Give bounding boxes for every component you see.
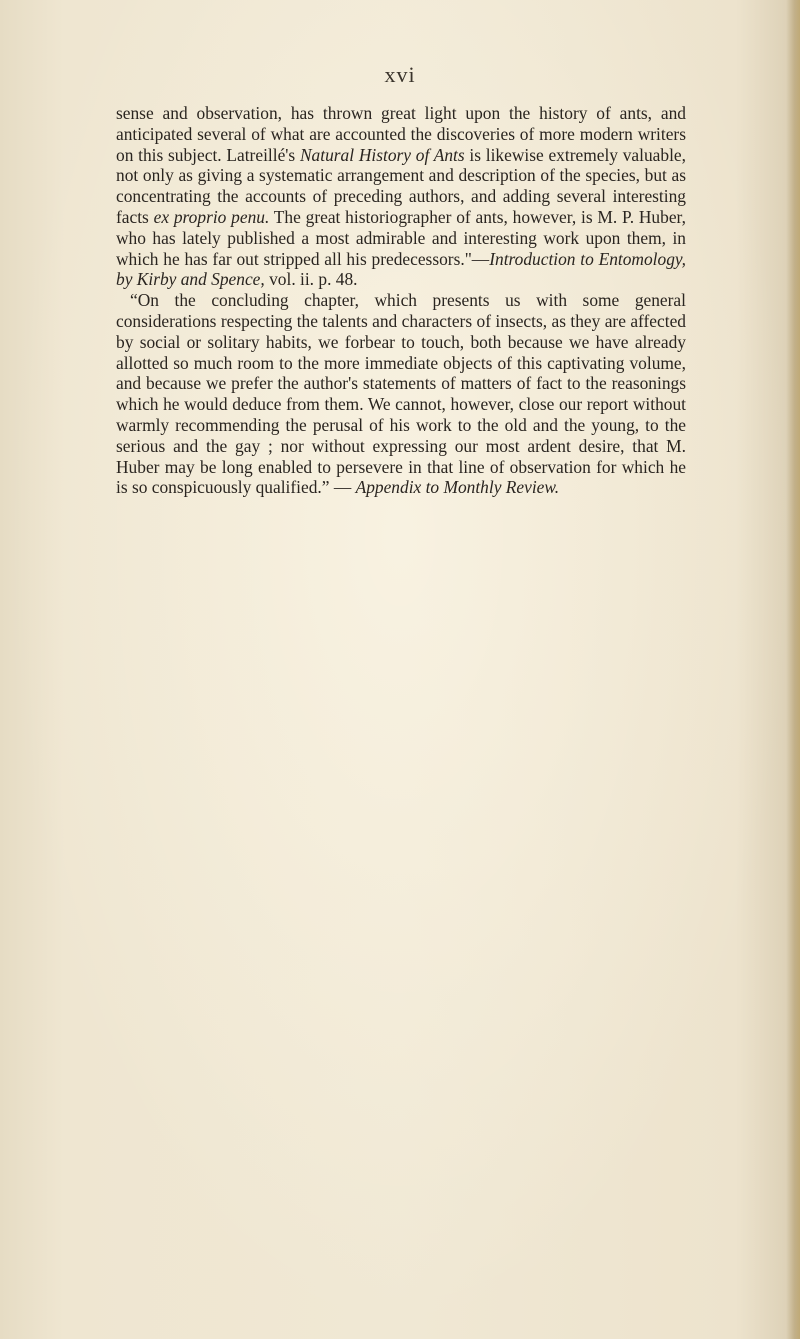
- page-number: xvi: [384, 62, 416, 87]
- citation-introduction-to-entomology: Introduction to Entomology, by Kirby and Spence,: [116, 248, 687, 290]
- citation-monthly-review: Appendix to Monthly Review.: [355, 477, 560, 498]
- paragraph2-text: “On the concluding chapter, which presents us with some general considerations respecting the talents and characters of insects, as they are affected by social or solitary habits, we forbear to touch, both because we have already allotted so much room to the more immediate objects of this captivating volume, and because we prefer the author's statements of matters of fact to the reasonings which he would deduce from them. We cannot, however, close our report without warmly recommending the perusal of his work to the old and the young, to the serious and the gay ; nor without expressing our most ardent desire, that M. Huber may be long enabled to persevere in that line of observation for which he is so conspicuously qualified.” —: [116, 290, 686, 498]
- body-text: [116, 103, 686, 498]
- title-natural-history-of-ants: Natural History of Ants: [299, 144, 465, 165]
- paragraph1-text-2: is likewise extremely valuable, not only as giving a systematic arrangement and description of the species, but as concentrating the accounts of preceding authors, and adding several interesting facts: [116, 144, 686, 227]
- paragraph1-text-4: vol. ii. p. 48.: [264, 269, 358, 290]
- paragraph1-text-1: sense and observation, has thrown great light upon the history of ants, and anticipated several of what are accounted the discoveries of more modern writers on this subject. Latreillé's: [116, 103, 686, 165]
- paragraph-kirby-spence-quote: [116, 103, 686, 290]
- paragraph1-text-3: The great historiographer of ants, however, is M. P. Huber, who has lately published a most admirable and interesting work upon them, in which he has far out stripped all his predecessors."—: [116, 206, 686, 269]
- latin-phrase: ex proprio penu.: [153, 206, 270, 227]
- page-edge: [786, 0, 800, 1339]
- paragraph-monthly-review-quote: [116, 290, 686, 498]
